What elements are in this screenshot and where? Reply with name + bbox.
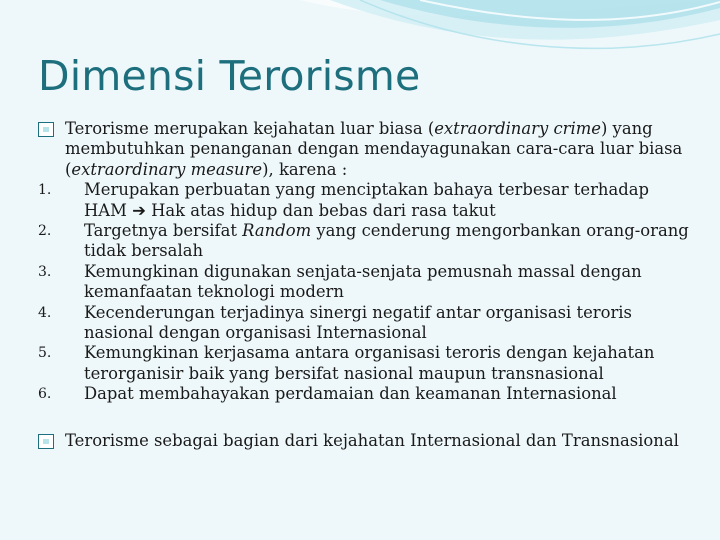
closing-paragraph <box>38 431 693 451</box>
list-item-italic: Random <box>242 221 312 241</box>
slide-content <box>38 119 693 451</box>
list-item <box>38 303 693 344</box>
intro-text-middle: ) yang membutuhkan penanganan dengan mendayagunakan cara-cara luar biasa ( <box>65 119 683 179</box>
slide-title: Dimensi Terorisme <box>38 52 421 100</box>
intro-italic-2: extraordinary measure <box>71 159 263 179</box>
arrow-icon: ➔ <box>132 200 146 220</box>
spacer <box>38 405 693 431</box>
list-item-text-after: yang cenderung mengorbankan orang-orang tidak bersalah <box>84 221 689 261</box>
list-item-text-after: Hak atas hidup dan bebas dari rasa takut <box>145 200 496 220</box>
intro-italic-1: extraordinary crime <box>434 119 601 138</box>
square-bullet-icon <box>38 122 54 137</box>
closing-text: Terorisme sebagai bagian dari kejahatan Internasional dan Transnasional <box>65 430 679 450</box>
intro-paragraph <box>38 119 693 180</box>
intro-text-before: Terorisme merupakan kejahatan luar biasa ( <box>65 119 435 138</box>
square-bullet-icon <box>38 434 54 449</box>
list-number: 6. <box>38 386 52 403</box>
list-number: 1. <box>38 182 52 199</box>
intro-text-after: ), karena : <box>262 159 348 179</box>
list-item-text: Kemungkinan kerjasama antara organisasi teroris dengan kejahatan terorganisir baik yang bersifat nasional maupun transnasional <box>84 343 655 383</box>
list-item-text: Kecenderungan terjadinya sinergi negatif antar organisasi teroris nasional dengan organisasi Internasional <box>84 302 632 343</box>
list-item <box>38 221 693 262</box>
list-item-text: Kemungkinan digunakan senjata-senjata pemusnah massal dengan kemanfaatan teknologi modern <box>84 261 642 302</box>
list-item <box>38 180 693 221</box>
reasons-list <box>38 180 693 404</box>
list-item <box>38 384 693 404</box>
list-item <box>38 343 693 384</box>
list-number: 4. <box>38 304 52 321</box>
list-number: 3. <box>38 263 52 280</box>
list-item-text: Merupakan perbuatan yang menciptakan bahaya terbesar terhadap HAM <box>84 180 649 220</box>
list-item-text: Dapat membahayakan perdamaian dan keamanan Internasional <box>84 384 617 404</box>
list-number: 5. <box>38 345 52 362</box>
list-number: 2. <box>38 223 52 240</box>
list-item-text: Targetnya bersifat <box>84 221 243 241</box>
list-item <box>38 262 693 303</box>
